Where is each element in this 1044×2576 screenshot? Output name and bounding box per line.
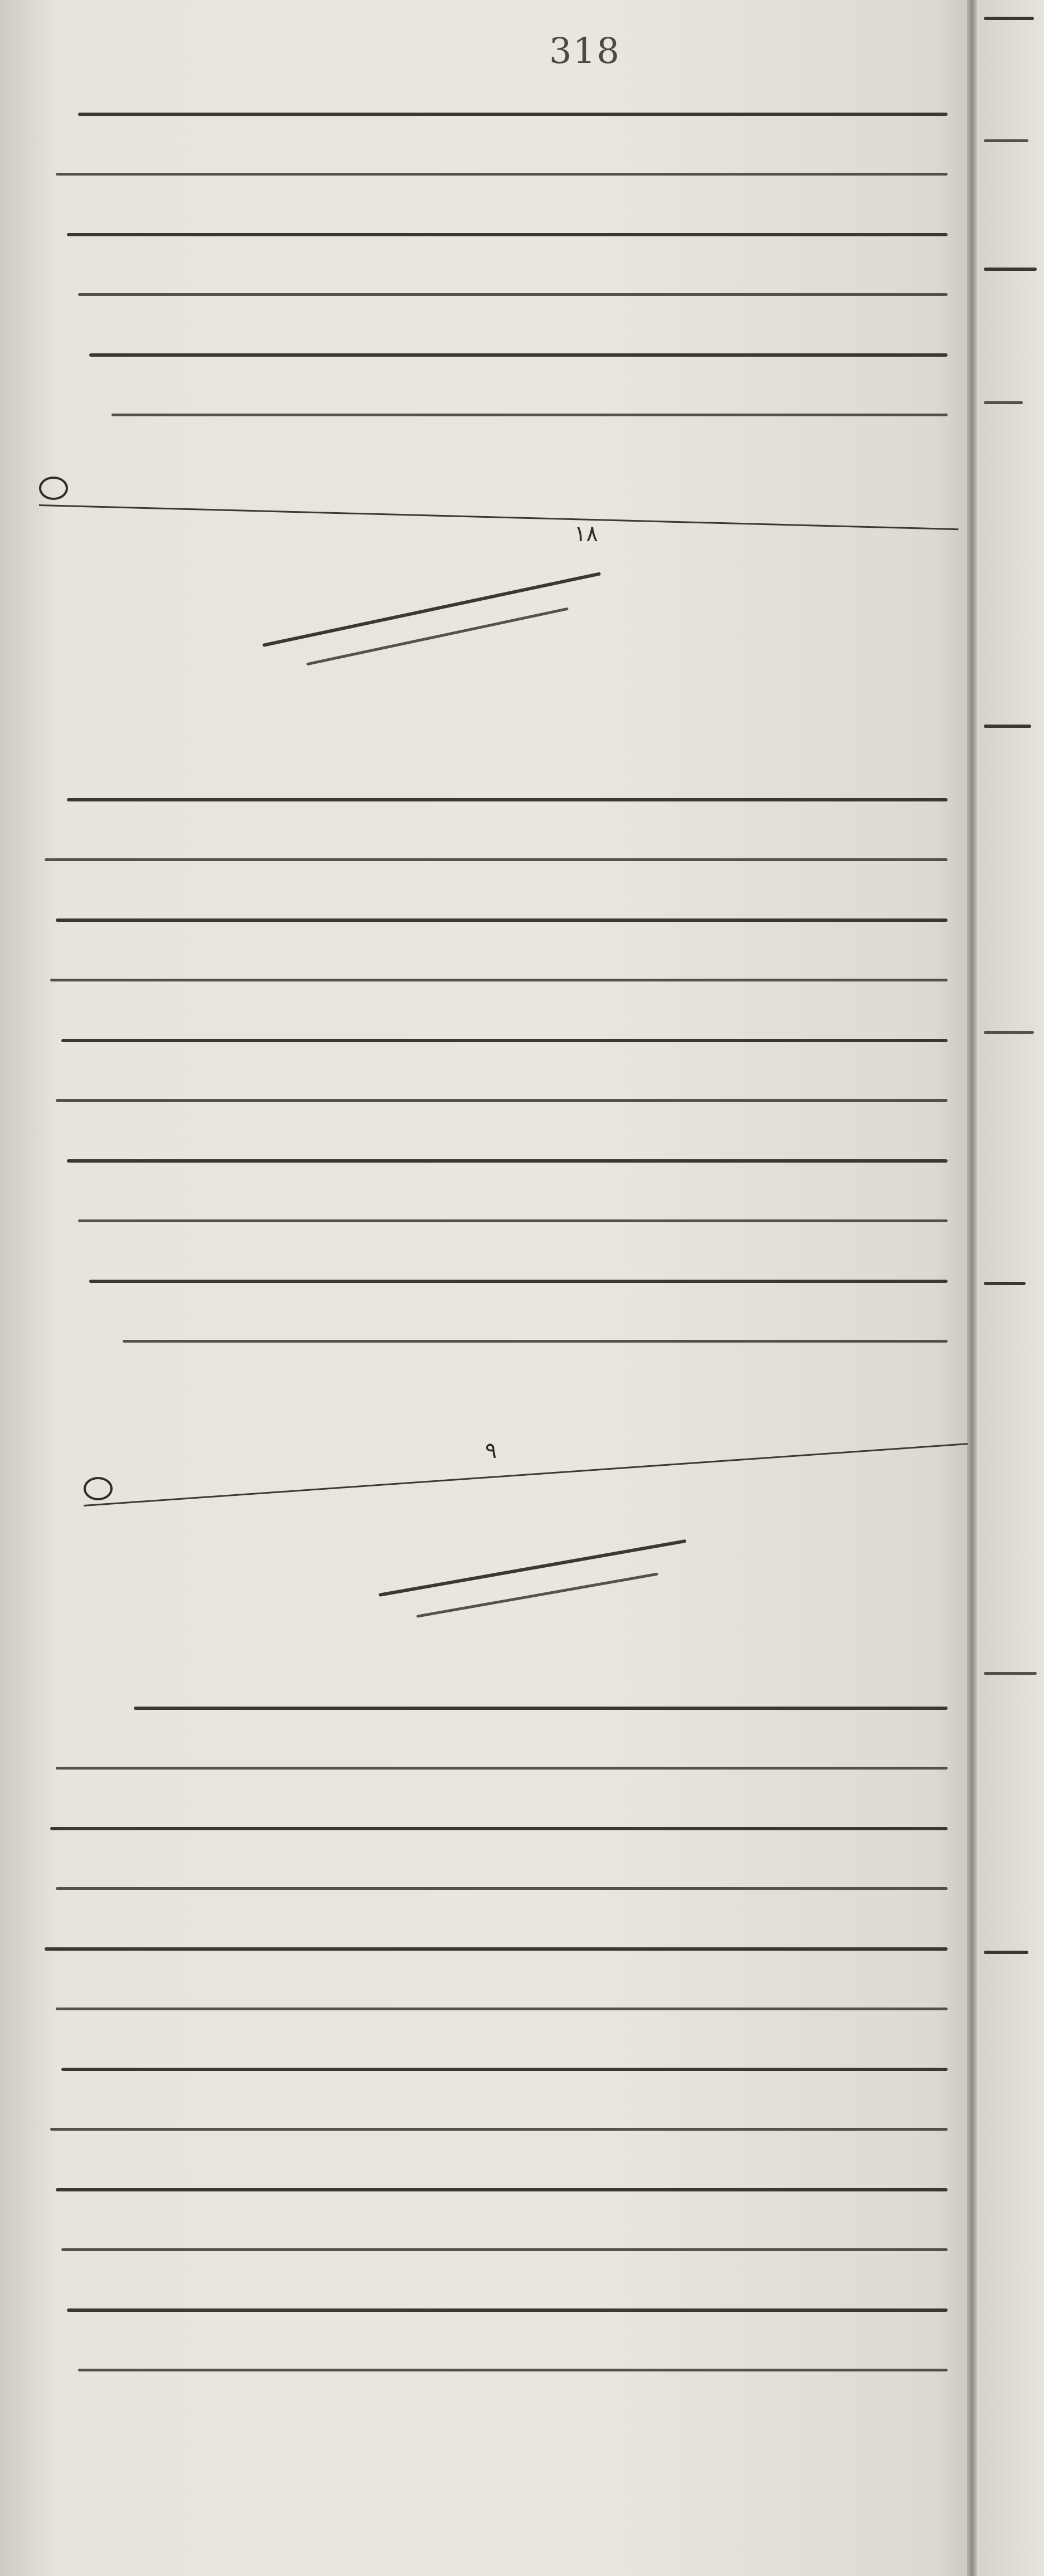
manuscript-line — [33, 1251, 948, 1311]
manuscript-line — [33, 1798, 948, 1858]
manuscript-line — [33, 1738, 948, 1798]
manuscript-line — [33, 769, 948, 829]
book-spine — [967, 0, 977, 2576]
manuscript-line — [33, 1130, 948, 1190]
adjacent-page-fragment — [984, 1031, 1034, 1051]
manuscript-line — [33, 1858, 948, 1918]
manuscript-line — [33, 264, 948, 324]
manuscript-line — [33, 2039, 948, 2099]
entry-1-text — [33, 84, 948, 445]
manuscript-line — [33, 1070, 948, 1130]
adjacent-page-fragment — [984, 1672, 1037, 1692]
adjacent-page-fragment — [984, 401, 1023, 421]
manuscript-line — [33, 1311, 948, 1371]
flourish-mark — [39, 477, 68, 500]
manuscript-line — [33, 2159, 948, 2219]
adjacent-page-fragment — [984, 1951, 1028, 1970]
entry-2-text — [33, 769, 948, 1371]
manuscript-line — [33, 1190, 948, 1251]
manuscript-line — [33, 2340, 948, 2400]
manuscript-line — [33, 950, 948, 1010]
flourish-mark — [84, 1477, 113, 1500]
manuscript-line — [33, 1918, 948, 1979]
entry-1-date: ١٨ — [574, 521, 598, 547]
manuscript-line — [33, 84, 948, 144]
manuscript-line — [33, 1010, 948, 1070]
adjacent-page-fragment — [984, 17, 1034, 36]
adjacent-page-fragment — [984, 139, 1028, 159]
manuscript-line — [33, 204, 948, 264]
manuscript-line — [33, 324, 948, 385]
manuscript-line — [33, 2219, 948, 2279]
adjacent-page-fragment — [984, 725, 1031, 744]
manuscript-line — [33, 385, 948, 445]
manuscript-line — [33, 144, 948, 204]
manuscript-line — [33, 1678, 948, 1738]
manuscript-line — [33, 1979, 948, 2039]
adjacent-page-fragment — [984, 268, 1037, 287]
manuscript-line — [33, 890, 948, 950]
manuscript-line — [33, 2279, 948, 2340]
folio-number: 318 — [549, 31, 621, 72]
entry-2-date: ٩ — [485, 1438, 497, 1464]
manuscript-line — [33, 2099, 948, 2159]
manuscript-line — [33, 829, 948, 890]
adjacent-page-fragment — [984, 1282, 1026, 1301]
entry-3-text — [33, 1678, 948, 2400]
